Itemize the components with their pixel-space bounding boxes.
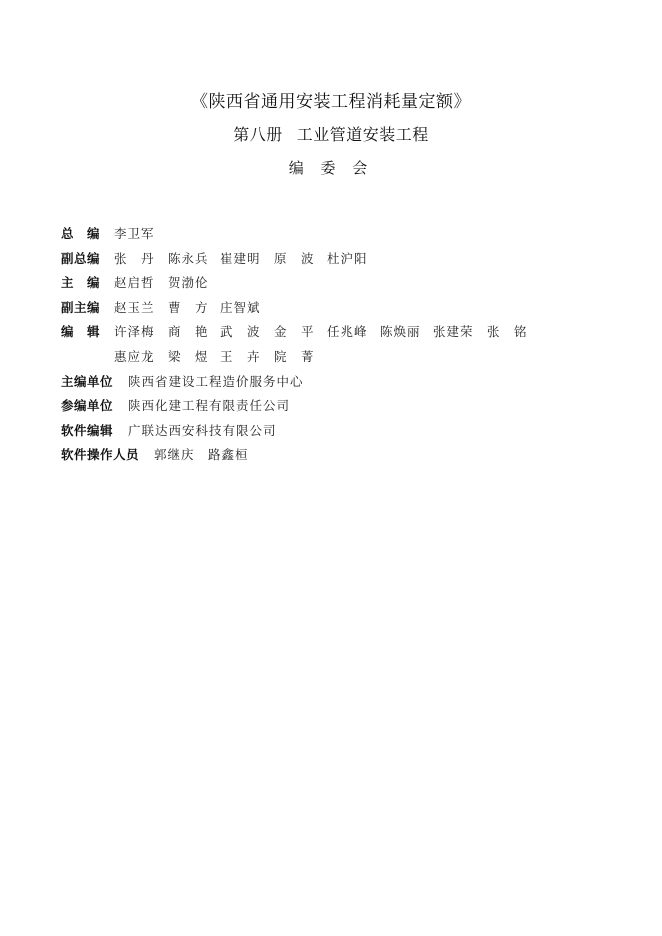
volume-name: 工业管道安装工程 <box>296 125 429 144</box>
person-name: 杜沪阳 <box>327 250 368 266</box>
person-name: 惠应龙 <box>114 348 155 364</box>
person-name: 原 波 <box>274 250 315 266</box>
volume-number: 第八册 <box>233 125 283 144</box>
role-label: 副主编 <box>61 299 101 315</box>
person-name: 庄智斌 <box>220 299 261 315</box>
person-name: 李卫军 <box>114 226 155 241</box>
organization-name: 陕西省建设工程造价服务中心 <box>128 373 304 389</box>
credit-row-chief-unit <box>61 374 641 399</box>
person-name: 陈永兵 <box>168 250 209 266</box>
role-label: 参编单位 <box>61 398 114 414</box>
person-name: 王 卉 <box>220 348 261 364</box>
credit-row-editor <box>61 275 641 300</box>
organization-name: 广联达西安科技有限公司 <box>128 422 277 438</box>
credit-row-deputy-chief-editor <box>61 251 641 276</box>
role-label: 副总编 <box>61 250 101 266</box>
role-label: 软件操作人员 <box>61 447 140 463</box>
person-name: 张 铭 <box>487 324 528 340</box>
person-name: 贺渤伦 <box>168 275 209 291</box>
person-name: 武 波 <box>220 324 261 340</box>
person-name: 郭继庆 <box>154 447 195 463</box>
person-name: 任兆峰 <box>327 324 368 340</box>
person-name: 赵玉兰 <box>114 299 155 315</box>
role-label: 主编单位 <box>61 373 114 389</box>
credit-row-compiler <box>61 324 641 349</box>
role-label: 软件编辑 <box>61 422 114 438</box>
person-name: 张建荣 <box>433 324 474 340</box>
credit-row-software-operators <box>61 447 641 472</box>
credit-row-participating-unit <box>61 398 641 423</box>
credits-list <box>61 226 641 472</box>
credit-row-software-editor <box>61 423 641 448</box>
credit-row-chief-editor <box>61 226 641 251</box>
credit-row-compiler-continued <box>61 349 641 374</box>
person-name: 曹 方 <box>168 299 209 315</box>
person-name: 路鑫桓 <box>208 447 249 463</box>
person-name: 赵启哲 <box>114 275 155 291</box>
person-name: 梁 煜 <box>168 348 209 364</box>
role-label: 编 辑 <box>61 324 101 340</box>
person-name: 张 丹 <box>114 250 155 266</box>
person-name: 商 艳 <box>168 324 209 340</box>
person-name: 院 菁 <box>274 348 315 364</box>
committee-heading: 编 委 会 <box>288 159 374 177</box>
role-label: 主 编 <box>61 275 101 291</box>
credit-row-deputy-editor <box>61 300 641 325</box>
role-label: 总 编 <box>61 226 101 241</box>
person-name: 金 平 <box>274 324 315 340</box>
volume-heading <box>0 122 662 145</box>
person-name: 崔建明 <box>220 250 261 266</box>
person-name: 许泽梅 <box>114 324 155 340</box>
book-title: 《陕西省通用安装工程消耗量定额》 <box>191 92 471 112</box>
organization-name: 陕西化建工程有限责任公司 <box>128 398 291 414</box>
person-name: 陈焕丽 <box>380 324 421 340</box>
